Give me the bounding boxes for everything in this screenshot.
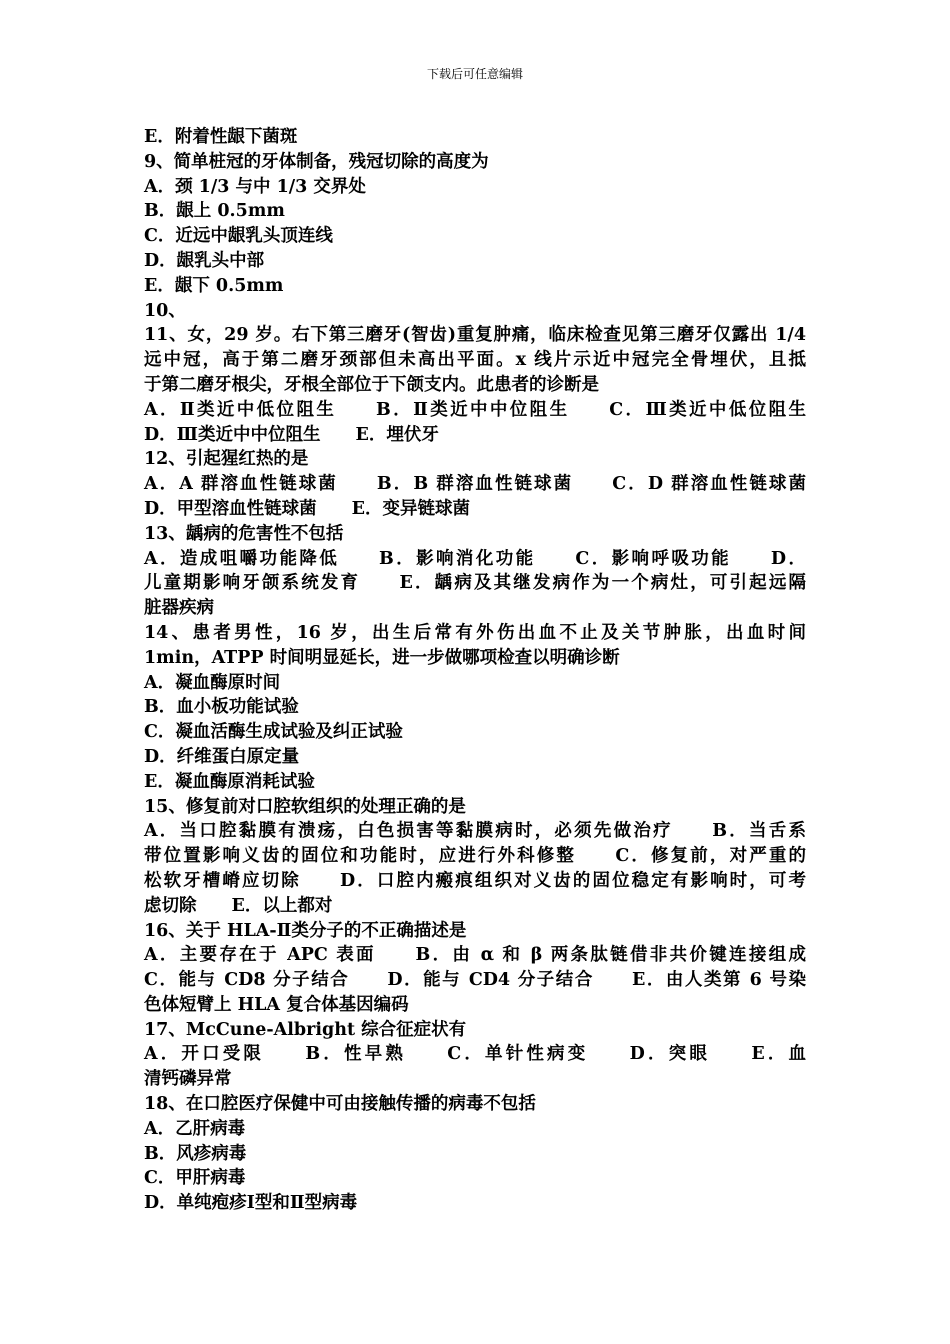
document-body [144,125,806,1216]
text-line: C．甲肝病毒 [144,1168,246,1189]
page-header: 下载后可任意编辑 [426,67,523,81]
text-line: 脏器疾病 [144,598,214,619]
text-line: 于第二磨牙根尖，牙根全部位于下颌支内。此患者的诊断是 [144,374,599,395]
text-line: B．龈上 0.5mm [144,201,285,222]
text-line: 远中冠，高于第二磨牙颈部但未高出平面。x 线片示近中冠完全骨埋伏，且抵 [144,350,806,371]
text-line: A．A 群溶血性链球菌 B．B 群溶血性链球菌 C．D 群溶血性链球菌 [144,474,806,495]
text-line: D．甲型溶血性链球菌 E．变异链球菌 [144,498,471,519]
text-line: E．龈下 0.5mm [144,275,284,296]
text-line: A．乙肝病毒 [144,1118,246,1139]
text-line: A．开口受限 B．性早熟 C．单针性病变 D．突眼 E．血 [144,1044,806,1065]
question-17: 17、McCune-Albright 综合征症状有 [144,1019,467,1040]
question-13: 13、龋病的危害性不包括 [144,523,344,544]
question-10: 10、 [144,300,186,321]
text-line: 儿童期影响牙颌系统发育 E．龋病及其继发病作为一个病灶，可引起远隔 [144,573,806,594]
text-line: 色体短臂上 HLA 复合体基因编码 [144,994,409,1015]
text-line: B．风疹病毒 [144,1143,247,1164]
text-line: D．纤维蛋白原定量 [144,746,300,767]
text-line: E．附着性龈下菌斑 [144,127,298,147]
text-line: 带位置影响义齿的固位和功能时，应进行外科修整 C．修复前，对严重的 [144,846,806,867]
text-line: A．颈 1/3 与中 1/3 交界处 [144,176,366,197]
question-14: 14、患者男性，16 岁，出生后常有外伤出血不止及关节肿胀，出血时间 [144,622,806,643]
text-line: D．单纯疱疹Ⅰ型和Ⅱ型病毒 [144,1193,358,1214]
text-line: A．Ⅱ类近中低位阻生 B．Ⅱ类近中中位阻生 C．Ⅲ类近中低位阻生 [144,399,806,420]
text-line: A．主要存在于 APC 表面 B．由 α 和 β 两条肽链借非共价键连接组成 [144,945,806,966]
text-line: E．凝血酶原消耗试验 [144,771,315,792]
question-18: 18、在口腔医疗保健中可由接触传播的病毒不包括 [144,1094,536,1115]
text-line: 1min，ATPP 时间明显延长，进一步做哪项检查以明确诊断 [144,647,620,668]
text-line: 清钙磷异常 [144,1069,232,1090]
text-line: C．近远中龈乳头顶连线 [144,226,333,247]
question-9: 9、简单桩冠的牙体制备，残冠切除的高度为 [144,151,489,172]
text-line: A．凝血酶原时间 [144,672,281,693]
text-line: A．当口腔黏膜有溃疡，白色损害等黏膜病时，必须先做治疗 B．当舌系 [144,821,806,842]
question-15: 15、修复前对口腔软组织的处理正确的是 [144,796,466,817]
question-16: 16、关于 HLA-Ⅱ类分子的不正确描述是 [144,920,467,941]
text-line: A．造成咀嚼功能降低 B．影响消化功能 C．影响呼吸功能 D． [144,548,806,569]
text-line: 松软牙槽嵴应切除 D．口腔内瘢痕组织对义齿的固位稳定有影响时，可考 [144,870,806,891]
text-line: 虑切除 E．以上都对 [144,895,333,916]
question-11: 11、女，29 岁。右下第三磨牙(智齿)重复肿痛，临床检查见第三磨牙仅露出 1/4 [144,325,806,346]
text-line: C．能与 CD8 分子结合 D．能与 CD4 分子结合 E．由人类第 6 号染 [144,970,806,991]
question-12: 12、引起猩红热的是 [144,449,309,470]
text-line: B．血小板功能试验 [144,697,299,718]
text-line: C．凝血活酶生成试验及纠正试验 [144,722,403,743]
text-line: D．Ⅲ类近中中位阻生 E．埋伏牙 [144,424,439,445]
text-line: D．龈乳头中部 [144,250,265,271]
